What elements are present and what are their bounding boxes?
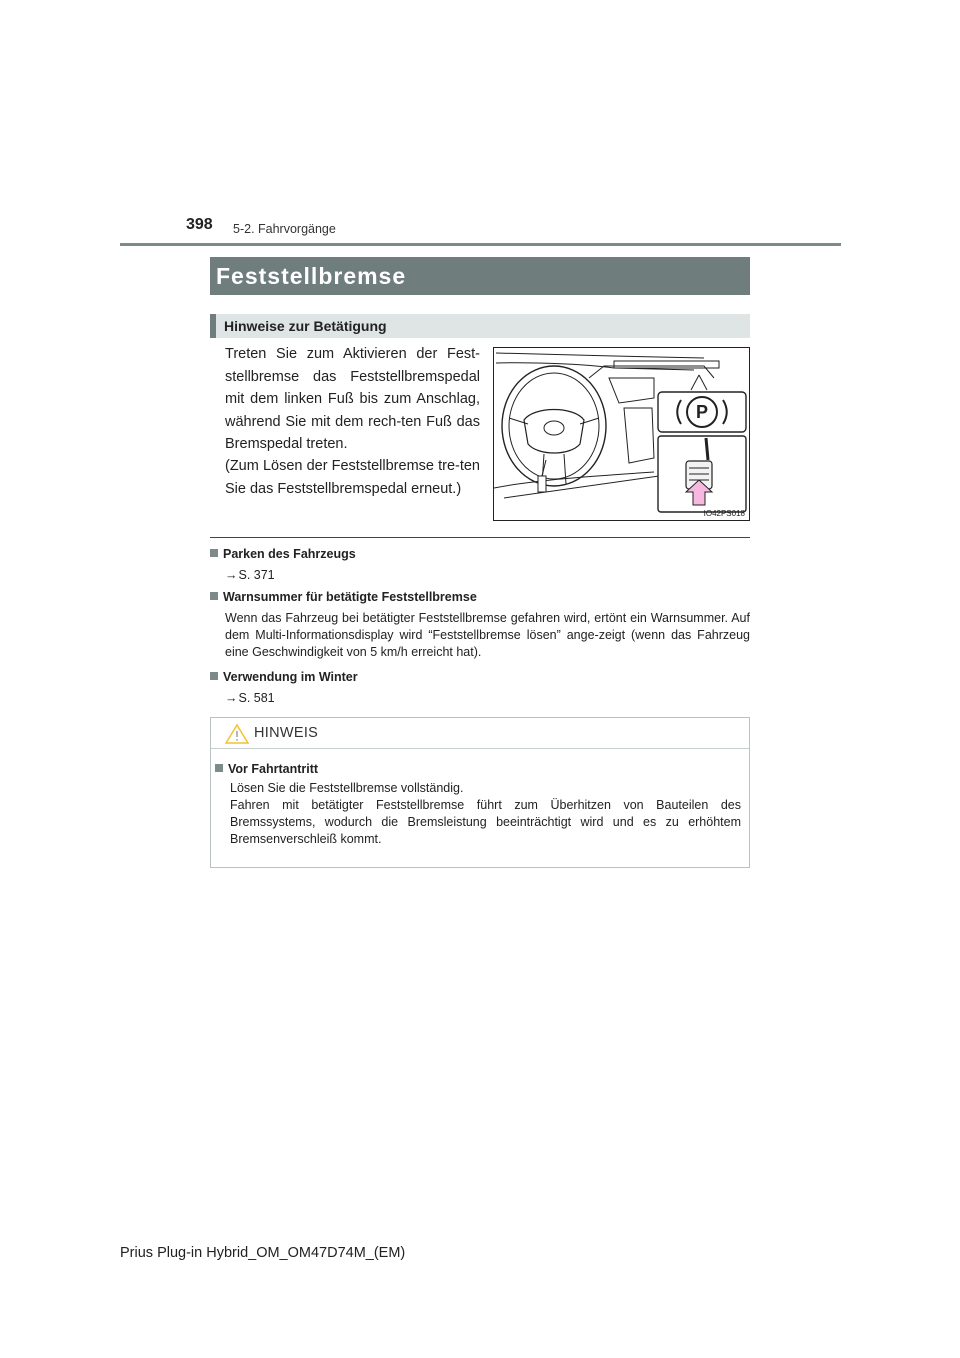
note-title: Parken des Fahrzeugs (223, 547, 356, 561)
header-rule (120, 243, 841, 246)
page-reference-link[interactable]: S. 371 (238, 568, 275, 582)
intro-paragraph-release: (Zum Lösen der Feststellbremse tre-ten Sie das Feststellbremspedal erneut.) (225, 458, 480, 497)
notice-label: HINWEIS (254, 725, 319, 741)
notice-line-2: Fahren mit betätigter Feststellbremse führt zum Überhitzen von Bauteilen des Bremssystems, wodurch die Bremsleistung beeinträchtigt wird und es zu erhöhtem Bremsenverschleiß kommt. (230, 798, 741, 846)
notice-line-1: Lösen Sie die Feststellbremse vollständig. (230, 781, 464, 795)
note-text: Wenn das Fahrzeug bei betätigter Feststellbremse gefahren wird, ertönt ein Warnsummer. Auf dem Multi-Informationsdisplay wird “Feststellbremse lösen” ange-zeigt (wenn das Fahrzeug eine Geschwindigkeit von 5 km/h erreicht hat). (225, 611, 750, 659)
note-winter (210, 670, 750, 707)
subsection-heading: Hinweise zur Betätigung (210, 314, 750, 338)
note-title: Verwendung im Winter (223, 670, 358, 684)
svg-text:P: P (695, 402, 709, 422)
footer-manual-code: Prius Plug-in Hybrid_OM_OM47D74M_(EM) (120, 1245, 406, 1261)
section-label: 5-2. Fahrvorgänge (233, 222, 336, 236)
note-warning-buzzer (210, 590, 750, 661)
page-number: 398 (186, 216, 213, 233)
warning-triangle-icon (225, 724, 249, 744)
illustration-code: IO42PS018 (703, 509, 745, 518)
bullet-square-icon (210, 549, 218, 557)
note-parking (210, 547, 750, 584)
bullet-square-icon (210, 672, 218, 680)
parking-brake-symbol-icon (658, 392, 746, 432)
steering-wheel-icon (502, 366, 606, 486)
section-divider (210, 537, 750, 538)
notice-item-title: Vor Fahrtantritt (228, 762, 319, 776)
reference-arrow: → (225, 568, 238, 582)
parking-brake-illustration (493, 347, 750, 521)
page-title: Feststellbremse (210, 257, 750, 295)
notice-box (210, 717, 750, 868)
dashboard-drawing (494, 348, 750, 521)
bullet-square-icon (210, 592, 218, 600)
reference-arrow: → (225, 691, 238, 705)
page-reference-link[interactable]: S. 581 (238, 691, 275, 705)
note-title: Warnsummer für betätigte Feststellbremse (223, 590, 477, 604)
bullet-square-icon (215, 764, 223, 772)
intro-paragraph: Treten Sie zum Aktivieren der Fest-stellbremse das Feststellbremspedal mit dem linken Fuß bis zum Anschlag, während Sie mit dem rech-ten Fuß das Bremspedal treten. (225, 346, 480, 452)
